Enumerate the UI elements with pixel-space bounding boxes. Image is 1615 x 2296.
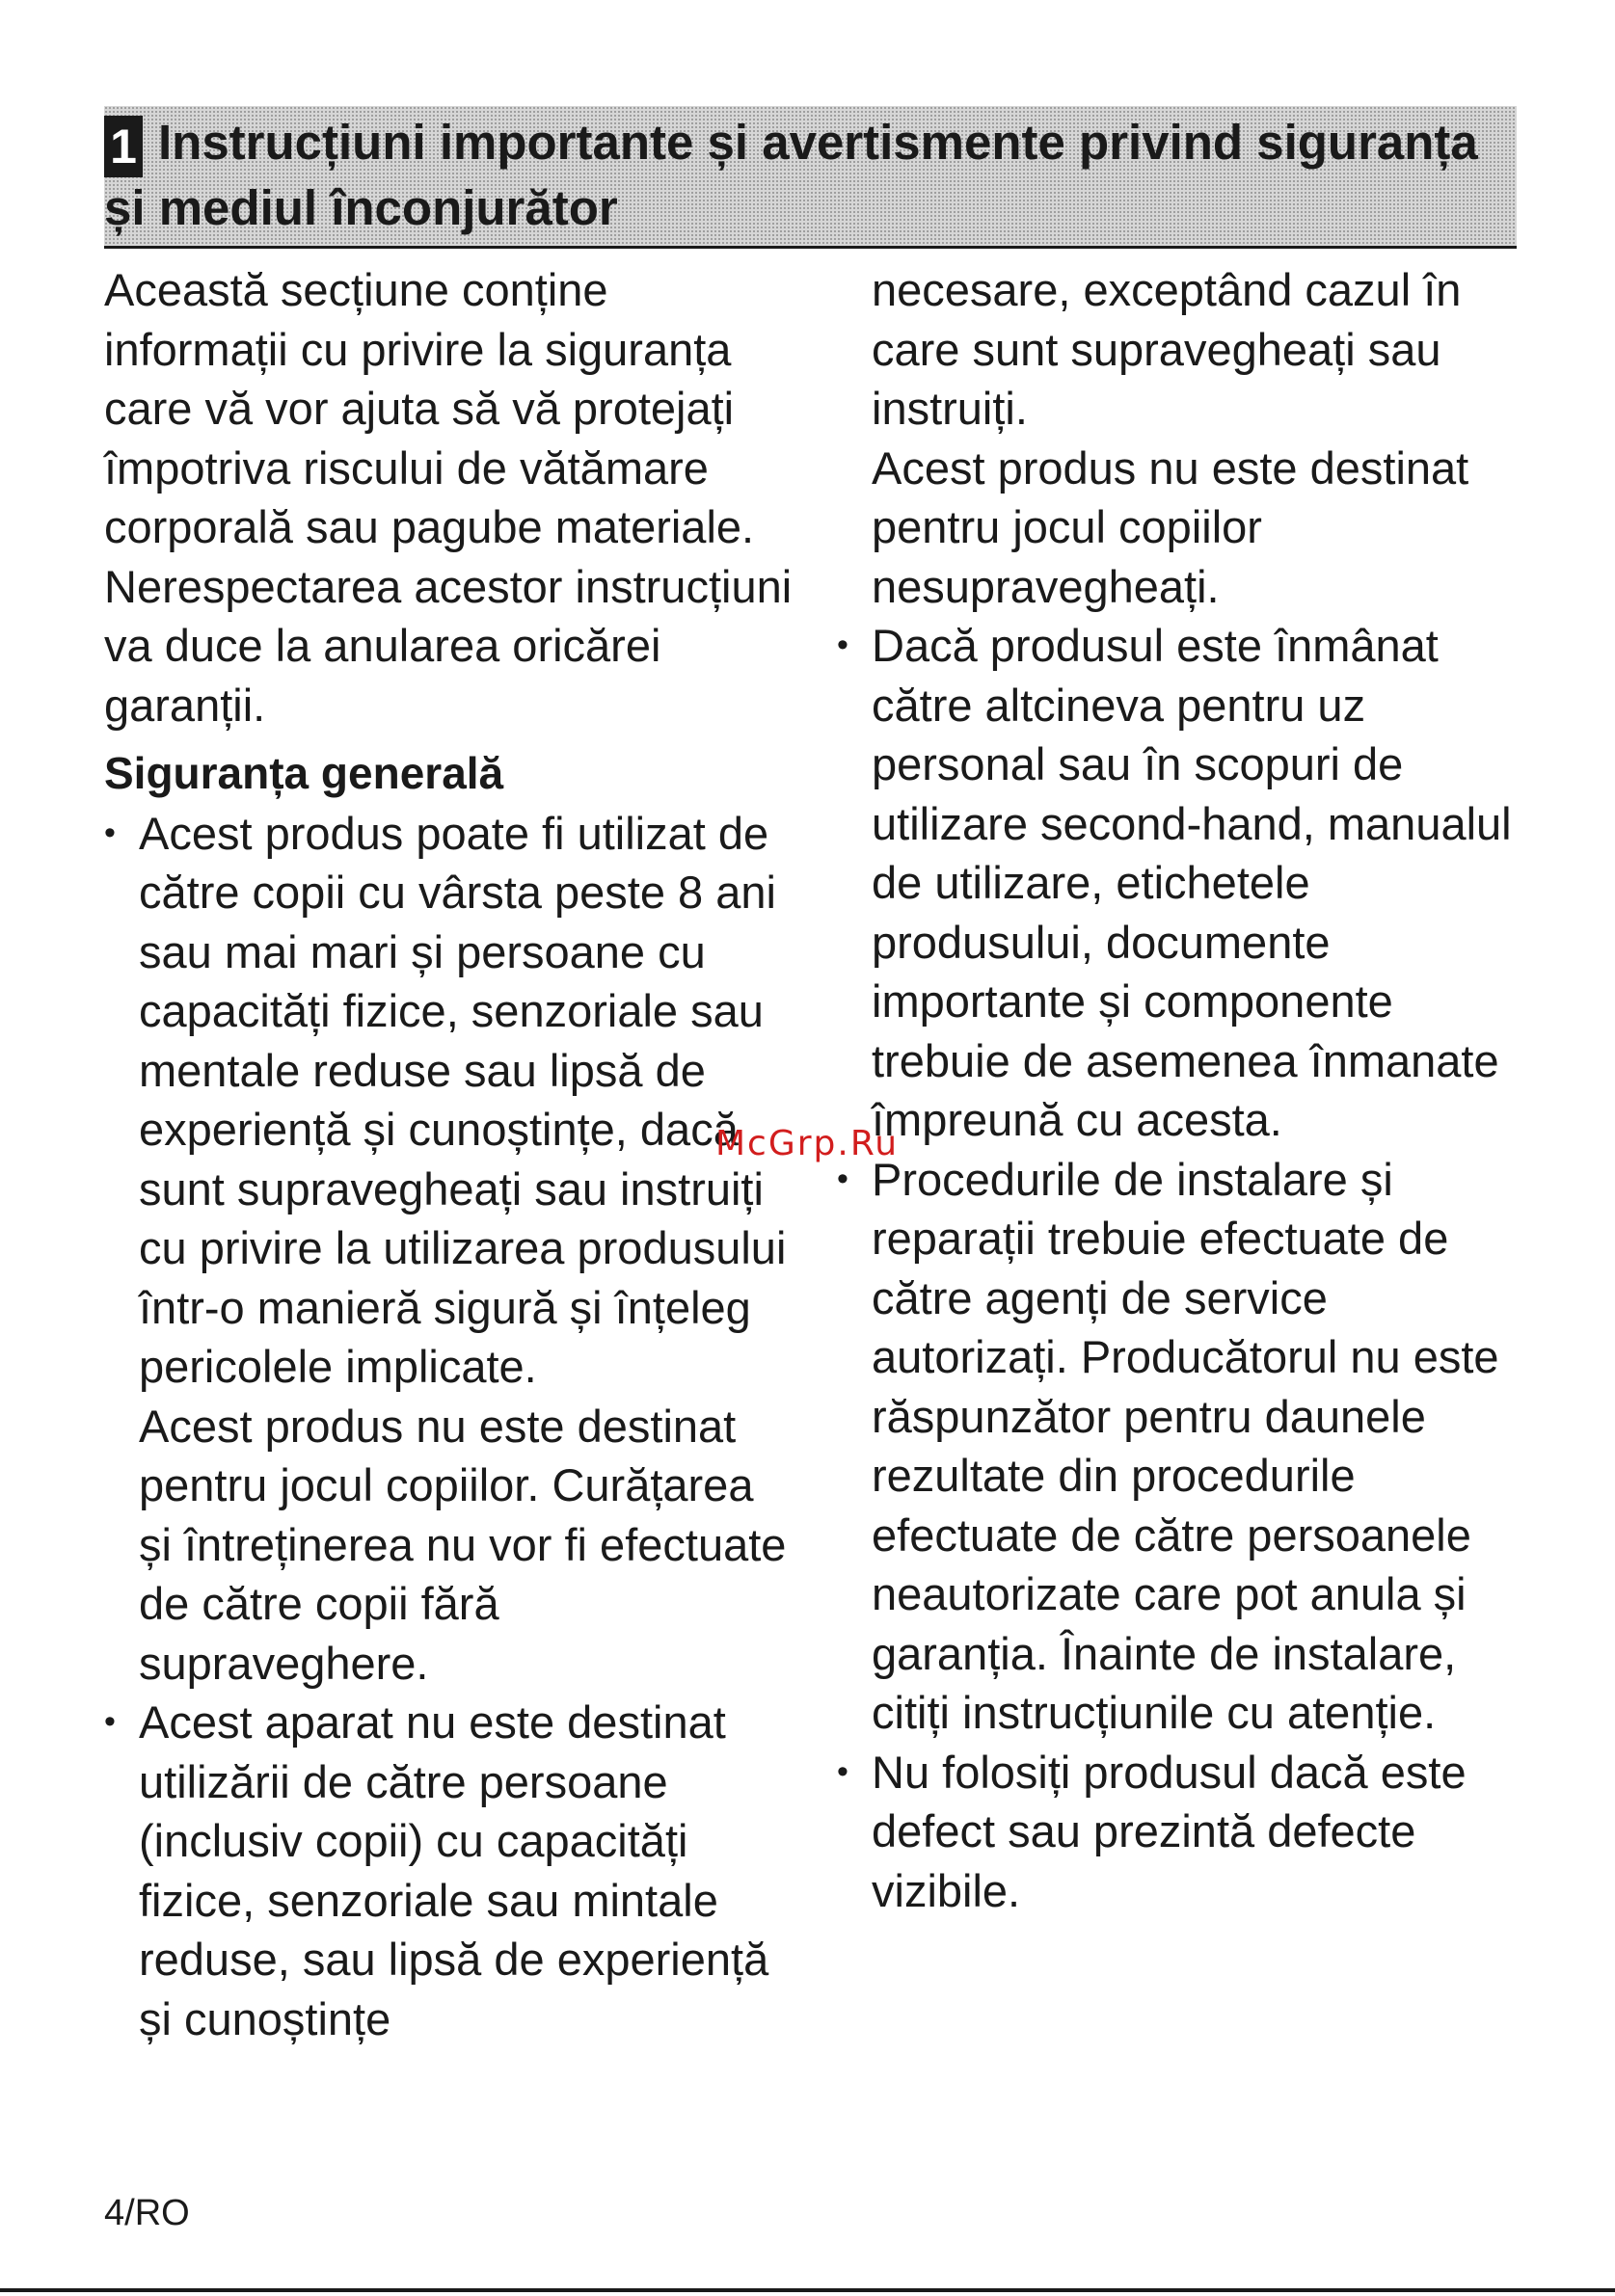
bullet-continuation: necesare, exceptând cazul în care sunt supravegheați sau instruiți. <box>872 264 1462 434</box>
page-number: 4/RO <box>104 2193 190 2233</box>
bullet-item: • Dacă produsul este înmânat către altcineva pentru uz personal sau în scopuri de utilizare second-hand, manualul de utilizare, etichetele produsului, documente importante și componente trebuie de asemenea înmanate împreună cu acesta. <box>837 616 1531 1150</box>
bullet-item: • Procedurile de instalare și reparații trebuie efectuate de către agenți de service autorizați. Producătorul nu este răspunzător pentru daunele rezultate din procedurile efectuate de către persoanele neautorizate care pot anula și garanția. Înainte de instalare, citiți instrucțiunile cu atenție. <box>837 1150 1531 1743</box>
watermark: McGrp.Ru <box>715 1124 900 1163</box>
right-column <box>837 260 1531 1920</box>
intro-paragraph: Această secțiune conține informații cu privire la siguranța care vă vor ajuta să vă protejați împotriva riscului de vătămare corporală sau pagube materiale. Nerespectarea acestor instrucțiuni va duce la anularea oricărei garanții. <box>104 264 793 731</box>
bottom-divider <box>0 2288 1615 2292</box>
bullet-item: • Nu folosiți produsul dacă este defect sau prezintă defecte vizibile. <box>837 1743 1531 1921</box>
bullet-item: • Acest produs poate fi utilizat de către copii cu vârsta peste 8 ani sau mai mari și persoane cu capacități fizice, senzoriale sau mentale reduse sau lipsă de experiență și cunoștințe, dacă sunt supravegheați sau instruiți cu privire la utilizarea produsului într-o manieră sigură și înțeleg pericolele implicate. <box>104 804 798 1397</box>
bullet-continuation: Acest produs nu este destinat pentru jocul copiilor. Curățarea și întreținerea nu vor fi efectuate de către copii fără supraveghere. <box>139 1400 787 1689</box>
section-header <box>104 106 1517 249</box>
bullet-continuation: Acest produs nu este destinat pentru jocul copiilor nesupravegheați. <box>872 441 1469 612</box>
general-safety-heading: Siguranța generală <box>104 748 504 798</box>
bullet-item: • Acest aparat nu este destinat utilizării de către persoane (inclusiv copii) cu capacități fizice, senzoriale sau mintale reduse, sau lipsă de experiență și cunoștințe <box>104 1693 798 2048</box>
left-column <box>104 260 798 2048</box>
section-number: 1 <box>104 116 143 177</box>
section-title: Instrucțiuni importante și avertismente privind siguranța și mediul înconjurător <box>104 115 1478 235</box>
